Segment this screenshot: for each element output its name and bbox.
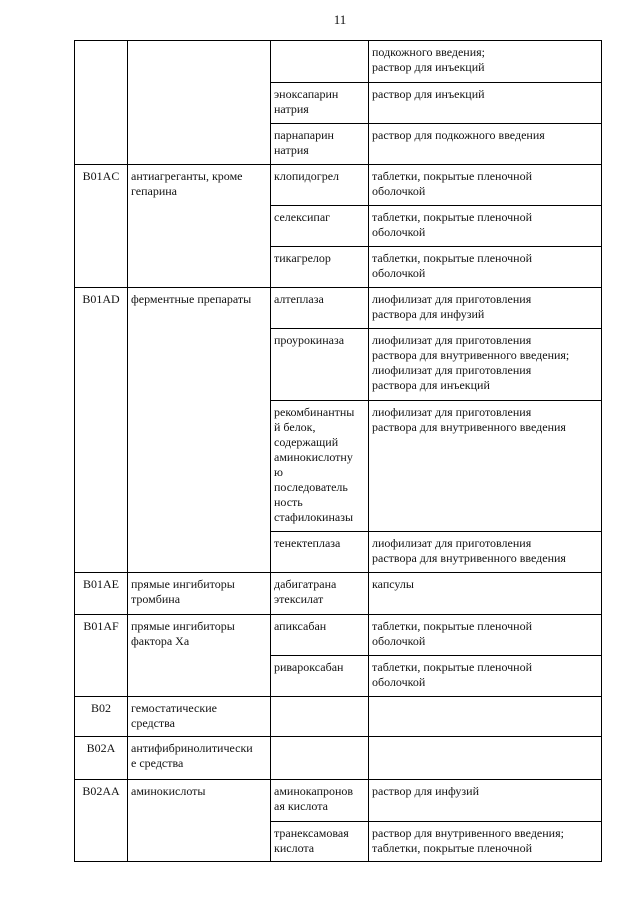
atc-code-cell: B02AA [75,780,128,862]
dosage-form-cell: подкожного введения; раствор для инъекций [369,41,602,83]
dosage-form-cell: лиофилизат для приготовления раствора для внутривенного введения [369,401,602,532]
dosage-form-cell: таблетки, покрытые пленочной оболочкой [369,247,602,288]
atc-code-cell: B02A [75,737,128,780]
drug-name-cell: селексипаг [271,206,369,247]
page-number: 11 [333,12,347,27]
drug-name-cell: ривароксабан [271,656,369,697]
drug-name-cell: апиксабан [271,615,369,656]
table-row [75,737,602,780]
dosage-form-cell: лиофилизат для приготовления раствора для инфузий [369,288,602,329]
group-name-cell: антифибринолитически е средства [128,737,271,780]
table-row [75,780,602,822]
atc-code-cell: B01AC [75,165,128,288]
drug-name-cell: проурокиназа [271,329,369,401]
drug-name-cell: парнапарин натрия [271,124,369,165]
dosage-form-cell: таблетки, покрытые пленочной оболочкой [369,656,602,697]
dosage-form-cell: таблетки, покрытые пленочной оболочкой [369,165,602,206]
atc-code-cell: B01AE [75,573,128,615]
drug-name-cell [271,697,369,737]
dosage-form-cell: капсулы [369,573,602,615]
drug-name-cell: дабигатрана этексилат [271,573,369,615]
dosage-form-cell: лиофилизат для приготовления раствора для внутривенного введения [369,532,602,573]
dosage-form-cell: таблетки, покрытые пленочной оболочкой [369,206,602,247]
dosage-form-cell: таблетки, покрытые пленочной оболочкой [369,615,602,656]
drug-name-cell: алтеплаза [271,288,369,329]
drug-name-cell: тикагрелор [271,247,369,288]
drug-name-cell [271,737,369,780]
dosage-form-cell: раствор для инфузий [369,780,602,822]
table-row [75,615,602,656]
table-row [75,697,602,737]
drug-name-cell: клопидогрел [271,165,369,206]
group-name-cell: прямые ингибиторы фактора Xa [128,615,271,697]
drug-name-cell: транексамовая кислота [271,822,369,862]
dosage-form-cell [369,697,602,737]
drug-name-cell [271,41,369,83]
drug-name-cell: эноксапарин натрия [271,83,369,124]
group-name-cell: аминокислоты [128,780,271,862]
group-name-cell: антиагреганты, кроме гепарина [128,165,271,288]
dosage-form-cell: раствор для внутривенного введения; таблетки, покрытые пленочной [369,822,602,862]
atc-code-cell [75,41,128,165]
atc-code-cell: B01AF [75,615,128,697]
table-row [75,41,602,83]
dosage-form-cell [369,737,602,780]
drug-name-cell: тенектеплаза [271,532,369,573]
drug-name-cell: рекомбинантны й белок, содержащий аминокислотну ю последователь ность стафилокиназы [271,401,369,532]
table-row [75,288,602,329]
atc-code-cell: B02 [75,697,128,737]
dosage-form-cell: лиофилизат для приготовления раствора для внутривенного введения; лиофилизат для приготовления раствора для инъекций [369,329,602,401]
dosage-form-cell: раствор для подкожного введения [369,124,602,165]
atc-code-cell: B01AD [75,288,128,573]
group-name-cell [128,41,271,165]
drug-table [74,40,602,862]
drug-table-body [75,41,602,862]
group-name-cell: прямые ингибиторы тромбина [128,573,271,615]
table-row [75,573,602,615]
drug-name-cell: аминокапронов ая кислота [271,780,369,822]
group-name-cell: гемостатические средства [128,697,271,737]
dosage-form-cell: раствор для инъекций [369,83,602,124]
table-row [75,165,602,206]
group-name-cell: ферментные препараты [128,288,271,573]
